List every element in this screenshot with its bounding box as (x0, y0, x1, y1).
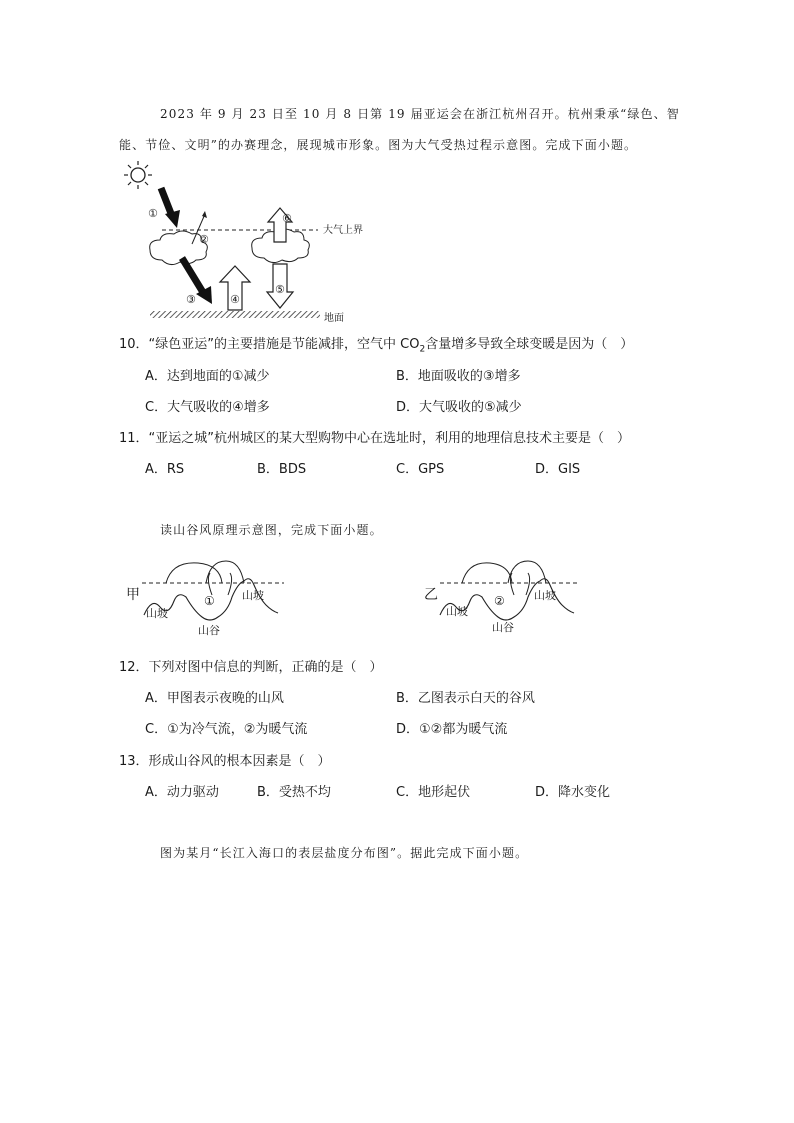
marker-4: ④ (230, 293, 240, 306)
slope-label-right-a: 山坡 (446, 605, 468, 618)
q13-option-a[interactable]: A．动力驱动 (145, 785, 219, 800)
upper-atmosphere-label: 大气上界 (323, 225, 363, 236)
valley-label-left: 山谷 (198, 624, 220, 637)
q10-option-c[interactable]: C．大气吸收的④增多 (145, 400, 270, 415)
q10-option-a[interactable]: A．达到地面的①减少 (145, 369, 270, 384)
valley-wind-diagram-right (422, 555, 592, 640)
intro-line-2: 能、节俭、文明”的办赛理念，展现城市形象。图为大气受热过程示意图。完成下面小题。 (119, 138, 638, 152)
q11-option-a[interactable]: A．RS (145, 462, 185, 477)
q10-option-d[interactable]: D．大气吸收的⑤减少 (396, 400, 522, 415)
q12-option-c[interactable]: C．①为冷气流，②为暖气流 (145, 722, 308, 737)
ground-label: 地面 (324, 313, 344, 324)
q13-option-d[interactable]: D．降水变化 (535, 785, 611, 800)
diagram-right-label: 乙 (424, 587, 438, 603)
marker-5: ⑤ (275, 283, 285, 296)
marker-2: ② (199, 233, 209, 246)
q12-option-d[interactable]: D．①②都为暖气流 (396, 722, 508, 737)
q13-option-b[interactable]: B．受热不均 (257, 785, 331, 800)
q13-option-c[interactable]: C．地形起伏 (396, 785, 471, 800)
q11-option-b[interactable]: B．BDS (257, 462, 307, 477)
valley-label-right: 山谷 (492, 621, 514, 634)
sun-icon (124, 161, 152, 189)
ground-hatch (150, 311, 320, 318)
marker-valley-1: ① (204, 594, 215, 608)
q10-stem: 10．“绿色亚运”的主要措施是节能减排，空气中 $CO_2$含量增多导致全球变暖是因为（ ） (119, 337, 634, 355)
intro-line-1: 2023 年 9 月 23 日至 10 月 8 日第 19 届亚运会在浙江杭州召开。杭州秉承“绿色、智 (160, 107, 680, 121)
marker-3: ③ (186, 293, 196, 306)
marker-1: ① (148, 207, 158, 220)
intro-mountain-valley: 读山谷风原理示意图，完成下面小题。 (160, 523, 383, 537)
slope-label-left-b: 山坡 (242, 589, 264, 602)
marker-valley-2: ② (494, 594, 505, 608)
slope-label-right-b: 山坡 (534, 589, 556, 602)
q12-stem: 12．下列对图中信息的判断，正确的是（ ） (119, 660, 383, 675)
valley-wind-diagram-left (124, 555, 294, 640)
diagram-left-label: 甲 (126, 587, 140, 603)
q11-stem: 11．“亚运之城”杭州城区的某大型购物中心在选址时，利用的地理信息技术主要是（ ） (119, 431, 631, 446)
q11-option-c[interactable]: C．GPS (396, 462, 445, 477)
q10-option-b[interactable]: B．地面吸收的③增多 (396, 369, 521, 384)
q12-option-b[interactable]: B．乙图表示白天的谷风 (396, 691, 535, 706)
intro-salinity: 图为某月“长江入海口的表层盐度分布图”。据此完成下面小题。 (160, 846, 529, 860)
q11-option-d[interactable]: D．GIS (535, 462, 581, 477)
atmosphere-heating-diagram (120, 158, 363, 328)
marker-6: ⑥ (282, 212, 292, 225)
slope-label-left-a: 山坡 (146, 607, 168, 620)
q13-stem: 13．形成山谷风的根本因素是（ ） (119, 754, 331, 769)
q12-option-a[interactable]: A．甲图表示夜晚的山风 (145, 691, 284, 706)
